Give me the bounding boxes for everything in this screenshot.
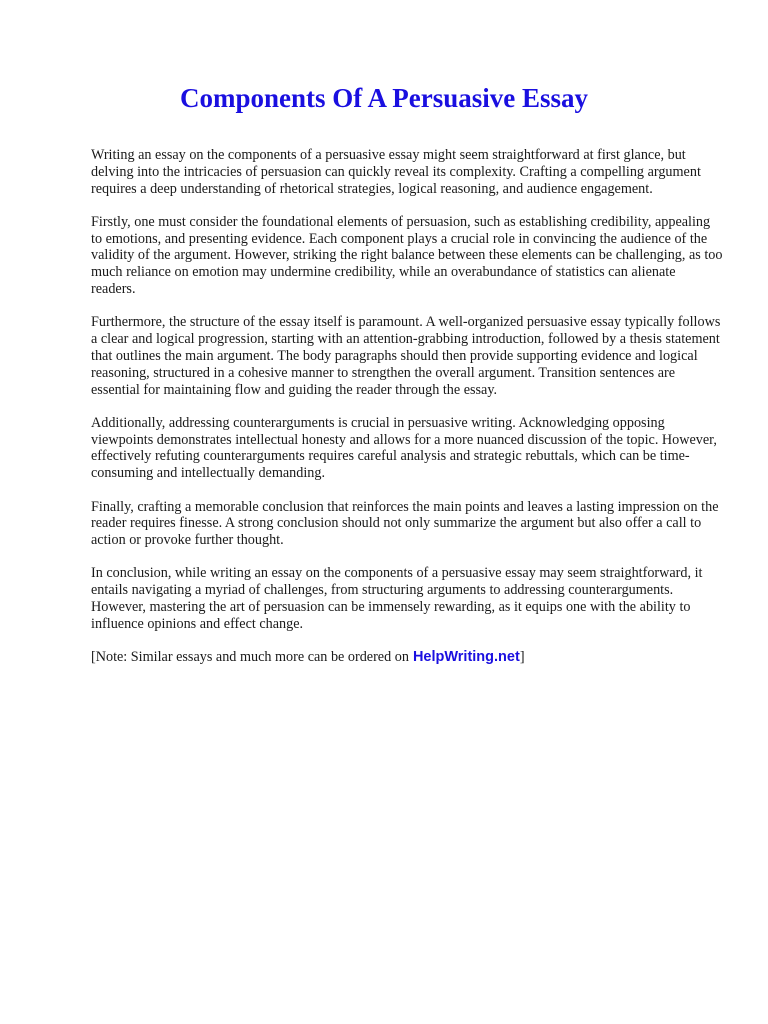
paragraph-structure: Furthermore, the structure of the essay itself is paramount. A well-organized persuasive essay typically follows a clear and logical progression, starting with an attention-grabbing introduction, followed by a thesis statement that outlines the main argument. The body paragraphs should then provide supporting evidence and logical reasoning, structured in a cohesive manner to strengthen the overall argument. Transition sentences are essential for maintaining flow and guiding the reader through the essay. [91, 314, 721, 398]
paragraph-counterarguments: Additionally, addressing counterarguments is crucial in persuasive writing. Acknowledging opposing viewpoints demonstrates intellectual honesty and allows for a more nuanced discussion of the topic. However, effectively refuting counterarguments requires careful analysis and strategic rebuttals, which can be time-consuming and intellectually demanding. [91, 414, 717, 482]
paragraph-finally: Finally, crafting a memorable conclusion that reinforces the main points and leaves a lasting impression on the reader requires finesse. A strong conclusion should not only summarize the argument but also offer a call to action or provoke further thought. [91, 498, 719, 549]
paragraph-conclusion: In conclusion, while writing an essay on the components of a persuasive essay may seem straightforward, it entails navigating a myriad of challenges, from structuring arguments to addressing counterarguments. However, mastering the art of persuasion can be immensely rewarding, as it equips one with the ability to influence opinions and effect change. [91, 565, 703, 632]
note-prefix: [Note: Similar essays and much more can be ordered on [91, 649, 409, 666]
essay-body [91, 147, 723, 666]
note-suffix: ] [519, 649, 525, 666]
paragraph-elements: Firstly, one must consider the foundational elements of persuasion, such as establishing credibility, appealing to emotions, and presenting evidence. Each component plays a crucial role in convincing the audience of the validity of the argument. However, striking the right balance between these elements can be challenging, as too much reliance on emotion may undermine credibility, while an overabundance of statistics can alienate readers. [91, 213, 723, 298]
promo-note [91, 649, 723, 666]
paragraph-intro: Writing an essay on the components of a persuasive essay might seem straightforward at first glance, but delving into the intricacies of persuasion can quickly reveal its complexity. Crafting a compelling argument requires a deep understanding of rhetorical strategies, logical reasoning, and audience engagement. [91, 147, 701, 197]
page-title: Components Of A Persuasive Essay [179, 83, 589, 113]
helpwriting-link[interactable]: HelpWriting.net [412, 649, 520, 666]
